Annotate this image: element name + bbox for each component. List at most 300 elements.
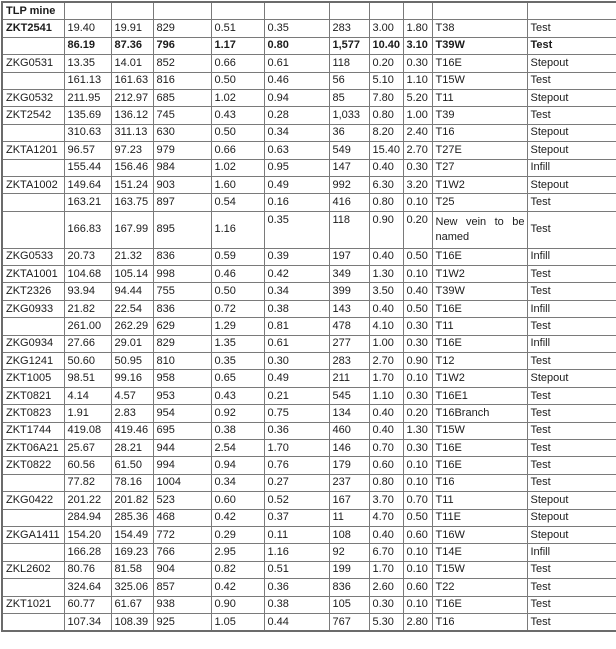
table-cell: 1.30 <box>369 266 403 283</box>
table-cell: 166.28 <box>64 544 111 561</box>
table-cell: Stepout <box>527 176 616 193</box>
table-cell: 3.50 <box>369 283 403 300</box>
table-cell: 0.50 <box>211 72 264 89</box>
table-row <box>2 596 616 613</box>
table-cell: 4.57 <box>111 387 153 404</box>
table-cell: Test <box>527 266 616 283</box>
table-cell: T16E <box>432 439 527 456</box>
table-cell: 0.35 <box>264 211 329 248</box>
empty-header-cell <box>64 2 111 20</box>
table-cell: 3.00 <box>369 20 403 37</box>
table-cell: T16E <box>432 335 527 352</box>
table-cell: T39W <box>432 283 527 300</box>
table-cell: 0.81 <box>264 318 329 335</box>
table-row <box>2 142 616 159</box>
drillhole-id-cell <box>2 579 64 596</box>
table-cell: 0.30 <box>264 353 329 370</box>
table-row <box>2 613 616 631</box>
table-cell: T1W2 <box>432 266 527 283</box>
table-cell: Test <box>527 422 616 439</box>
empty-header-cell <box>153 2 211 20</box>
table-cell: 0.16 <box>264 194 329 211</box>
table-cell: 0.30 <box>403 159 432 176</box>
table-cell: 478 <box>329 318 369 335</box>
drillhole-id-cell: ZKT06A21 <box>2 439 64 456</box>
table-cell: 0.95 <box>264 159 329 176</box>
table-cell: 629 <box>153 318 211 335</box>
table-cell: 695 <box>153 422 211 439</box>
table-cell: 0.10 <box>403 596 432 613</box>
table-cell: T27 <box>432 159 527 176</box>
table-cell: 944 <box>153 439 211 456</box>
table-cell: 545 <box>329 387 369 404</box>
table-row <box>2 353 616 370</box>
table-cell: 1.80 <box>403 20 432 37</box>
table-cell: 979 <box>153 142 211 159</box>
table-cell: T11 <box>432 492 527 509</box>
table-row <box>2 300 616 317</box>
table-cell: Stepout <box>527 55 616 72</box>
table-cell: 549 <box>329 142 369 159</box>
table-row <box>2 370 616 387</box>
table-cell: 19.91 <box>111 20 153 37</box>
table-cell: 0.40 <box>369 300 403 317</box>
drillhole-id-cell <box>2 159 64 176</box>
table-cell: T11 <box>432 318 527 335</box>
table-cell: 0.42 <box>211 509 264 526</box>
table-cell: Infill <box>527 335 616 352</box>
table-cell: 0.52 <box>264 492 329 509</box>
table-cell: 836 <box>153 300 211 317</box>
table-cell: 5.30 <box>369 613 403 631</box>
drillhole-id-cell <box>2 613 64 631</box>
table-cell: 0.20 <box>403 211 432 248</box>
table-cell: 211.95 <box>64 89 111 106</box>
table-cell: 163.21 <box>64 194 111 211</box>
table-cell: 50.95 <box>111 353 153 370</box>
table-cell: 6.30 <box>369 176 403 193</box>
table-cell: Test <box>527 211 616 248</box>
table-cell: 954 <box>153 405 211 422</box>
table-cell: 3.10 <box>403 37 432 54</box>
table-cell: 0.20 <box>369 55 403 72</box>
table-cell: T16E <box>432 300 527 317</box>
table-row <box>2 89 616 106</box>
table-cell: Test <box>527 72 616 89</box>
table-cell: T16E <box>432 457 527 474</box>
table-cell: 29.01 <box>111 335 153 352</box>
table-cell: 0.50 <box>403 300 432 317</box>
table-cell: Stepout <box>527 142 616 159</box>
table-cell: 154.49 <box>111 526 153 543</box>
table-row <box>2 579 616 596</box>
table-cell: 994 <box>153 457 211 474</box>
table-cell: 310.63 <box>64 124 111 141</box>
table-cell: 151.24 <box>111 176 153 193</box>
drillhole-id-cell <box>2 474 64 491</box>
table-cell: 1.35 <box>211 335 264 352</box>
table-cell: 197 <box>329 248 369 265</box>
table-cell: Test <box>527 457 616 474</box>
table-cell: 3.70 <box>369 492 403 509</box>
table-cell: 0.40 <box>369 422 403 439</box>
table-cell: 829 <box>153 20 211 37</box>
drillhole-id-cell <box>2 72 64 89</box>
table-cell: 284.94 <box>64 509 111 526</box>
table-cell: 2.83 <box>111 405 153 422</box>
table-cell: 77.82 <box>64 474 111 491</box>
table-cell: T16 <box>432 124 527 141</box>
table-cell: T16E <box>432 596 527 613</box>
table-cell: 161.13 <box>64 72 111 89</box>
table-cell: 156.46 <box>111 159 153 176</box>
table-cell: Test <box>527 20 616 37</box>
table-cell: 56 <box>329 72 369 89</box>
table-cell: 60.56 <box>64 457 111 474</box>
table-cell: T25 <box>432 194 527 211</box>
table-cell: 0.49 <box>264 370 329 387</box>
table-cell: 1.29 <box>211 318 264 335</box>
table-cell: Infill <box>527 300 616 317</box>
table-cell: 0.54 <box>211 194 264 211</box>
table-cell: 87.36 <box>111 37 153 54</box>
table-cell: Infill <box>527 159 616 176</box>
table-cell: 992 <box>329 176 369 193</box>
table-cell: 163.75 <box>111 194 153 211</box>
table-cell: 895 <box>153 211 211 248</box>
table-cell: 0.66 <box>211 55 264 72</box>
table-cell: 0.37 <box>264 509 329 526</box>
table-cell: 0.40 <box>369 159 403 176</box>
mine-name-cell: TLP mine <box>2 2 64 20</box>
table-cell: 0.38 <box>264 300 329 317</box>
table-cell: 0.36 <box>264 422 329 439</box>
table-cell: 146 <box>329 439 369 456</box>
table-row <box>2 457 616 474</box>
table-cell: Test <box>527 561 616 578</box>
table-cell: 0.66 <box>211 142 264 159</box>
table-cell: Stepout <box>527 89 616 106</box>
table-cell: 283 <box>329 353 369 370</box>
table-cell: Test <box>527 37 616 54</box>
table-cell: 10.40 <box>369 37 403 54</box>
table-cell: T16E1 <box>432 387 527 404</box>
table-cell: 630 <box>153 124 211 141</box>
table-row <box>2 37 616 54</box>
drillhole-id-cell: ZKTA1001 <box>2 266 64 283</box>
table-cell: 0.10 <box>403 544 432 561</box>
drillhole-id-cell <box>2 318 64 335</box>
table-cell: 0.49 <box>264 176 329 193</box>
table-cell: 169.23 <box>111 544 153 561</box>
drillhole-id-cell: ZKT1744 <box>2 422 64 439</box>
drillhole-id-cell: ZKG0934 <box>2 335 64 352</box>
table-cell: Test <box>527 283 616 300</box>
table-cell: 0.90 <box>403 353 432 370</box>
table-cell: Stepout <box>527 509 616 526</box>
table-cell: 0.51 <box>264 561 329 578</box>
table-cell: T16E <box>432 248 527 265</box>
table-cell: 0.34 <box>264 124 329 141</box>
table-cell: 25.67 <box>64 439 111 456</box>
table-cell: 903 <box>153 176 211 193</box>
table-cell: 984 <box>153 159 211 176</box>
table-cell: 0.20 <box>403 405 432 422</box>
table-cell: 211 <box>329 370 369 387</box>
table-cell: 283 <box>329 20 369 37</box>
table-cell: 201.82 <box>111 492 153 509</box>
table-cell: 147 <box>329 159 369 176</box>
table-cell: 108.39 <box>111 613 153 631</box>
table-cell: 0.29 <box>211 526 264 543</box>
table-cell: 0.50 <box>211 283 264 300</box>
table-cell: 105 <box>329 596 369 613</box>
table-cell: 81.58 <box>111 561 153 578</box>
drillhole-id-cell: ZKT1021 <box>2 596 64 613</box>
table-cell: 0.42 <box>264 266 329 283</box>
table-cell: Test <box>527 579 616 596</box>
table-cell: 0.30 <box>403 335 432 352</box>
table-cell: 155.44 <box>64 159 111 176</box>
table-cell: Test <box>527 194 616 211</box>
table-cell: T1W2 <box>432 370 527 387</box>
table-cell: 1.70 <box>264 439 329 456</box>
table-cell: 166.83 <box>64 211 111 248</box>
table-cell: 3.20 <box>403 176 432 193</box>
table-cell: 0.36 <box>264 579 329 596</box>
table-cell: 105.14 <box>111 266 153 283</box>
table-cell: 0.80 <box>369 107 403 124</box>
table-cell: 237 <box>329 474 369 491</box>
table-row <box>2 509 616 526</box>
table-cell: 93.94 <box>64 283 111 300</box>
table-cell: 0.60 <box>403 526 432 543</box>
table-cell: 0.38 <box>264 596 329 613</box>
table-row <box>2 159 616 176</box>
table-row <box>2 176 616 193</box>
table-cell: 0.30 <box>369 596 403 613</box>
table-row <box>2 544 616 561</box>
table-cell: 11 <box>329 509 369 526</box>
table-cell: T14E <box>432 544 527 561</box>
table-header-row <box>2 2 616 20</box>
table-cell: T16E <box>432 55 527 72</box>
table-cell: 0.40 <box>369 526 403 543</box>
empty-header-cell <box>527 2 616 20</box>
table-row <box>2 283 616 300</box>
table-cell: 0.61 <box>264 335 329 352</box>
table-cell: 2.70 <box>369 353 403 370</box>
table-cell: 0.51 <box>211 20 264 37</box>
table-cell: 0.34 <box>264 283 329 300</box>
empty-header-cell <box>211 2 264 20</box>
table-cell: 796 <box>153 37 211 54</box>
drillhole-id-cell: ZKG0422 <box>2 492 64 509</box>
empty-header-cell <box>369 2 403 20</box>
table-cell: T11E <box>432 509 527 526</box>
table-cell: 0.80 <box>264 37 329 54</box>
table-cell: 0.10 <box>403 266 432 283</box>
table-cell: 179 <box>329 457 369 474</box>
table-cell: 201.22 <box>64 492 111 509</box>
drillhole-id-cell: ZKG0533 <box>2 248 64 265</box>
table-cell: 1.10 <box>369 387 403 404</box>
table-cell: 829 <box>153 335 211 352</box>
table-cell: 0.39 <box>264 248 329 265</box>
table-cell: 1.05 <box>211 613 264 631</box>
table-cell: 1,033 <box>329 107 369 124</box>
table-cell: Stepout <box>527 492 616 509</box>
table-cell: 925 <box>153 613 211 631</box>
drillhole-id-cell: ZKT0822 <box>2 457 64 474</box>
table-cell: 998 <box>153 266 211 283</box>
table-cell: 0.50 <box>403 509 432 526</box>
drill-results-table <box>1 1 616 632</box>
drillhole-id-cell: ZKG0532 <box>2 89 64 106</box>
table-cell: T1W2 <box>432 176 527 193</box>
table-cell: 0.30 <box>403 55 432 72</box>
table-cell: 1.00 <box>369 335 403 352</box>
table-cell: 61.67 <box>111 596 153 613</box>
table-cell: 6.70 <box>369 544 403 561</box>
empty-header-cell <box>432 2 527 20</box>
drillhole-id-cell <box>2 211 64 248</box>
table-cell: Test <box>527 318 616 335</box>
table-cell: 0.63 <box>264 142 329 159</box>
table-cell: 0.34 <box>211 474 264 491</box>
table-row <box>2 194 616 211</box>
table-cell: 19.40 <box>64 20 111 37</box>
table-cell: 1.30 <box>403 422 432 439</box>
table-row <box>2 439 616 456</box>
table-cell: 261.00 <box>64 318 111 335</box>
table-cell: 0.30 <box>403 439 432 456</box>
table-cell: 13.35 <box>64 55 111 72</box>
table-cell: T15W <box>432 72 527 89</box>
table-cell: 2.95 <box>211 544 264 561</box>
table-cell: 143 <box>329 300 369 317</box>
table-cell: 61.50 <box>111 457 153 474</box>
table-cell: 1.16 <box>264 544 329 561</box>
table-cell: Stepout <box>527 124 616 141</box>
table-cell: Stepout <box>527 526 616 543</box>
table-cell: 0.94 <box>211 457 264 474</box>
table-cell: 22.54 <box>111 300 153 317</box>
table-cell: 1.60 <box>211 176 264 193</box>
table-cell: 2.80 <box>403 613 432 631</box>
table-row <box>2 335 616 352</box>
table-cell: 27.66 <box>64 335 111 352</box>
table-cell: 0.40 <box>369 405 403 422</box>
table-cell: T16W <box>432 526 527 543</box>
table-cell: 2.60 <box>369 579 403 596</box>
table-cell: 0.80 <box>369 194 403 211</box>
table-row <box>2 20 616 37</box>
table-cell: T16Branch <box>432 405 527 422</box>
table-row <box>2 561 616 578</box>
table-cell: Test <box>527 596 616 613</box>
table-cell: 104.68 <box>64 266 111 283</box>
table-cell: 745 <box>153 107 211 124</box>
table-cell: 1.10 <box>403 72 432 89</box>
drillhole-id-cell: ZKT2541 <box>2 20 64 37</box>
table-cell: 1.02 <box>211 89 264 106</box>
table-cell: 0.10 <box>403 561 432 578</box>
table-cell: 92 <box>329 544 369 561</box>
table-cell: 98.51 <box>64 370 111 387</box>
table-cell: 4.10 <box>369 318 403 335</box>
drillhole-id-cell: ZKT1005 <box>2 370 64 387</box>
table-cell: 8.20 <box>369 124 403 141</box>
drillhole-id-cell: ZKTA1002 <box>2 176 64 193</box>
table-cell: 766 <box>153 544 211 561</box>
table-cell: 0.90 <box>211 596 264 613</box>
table-cell: 0.70 <box>369 439 403 456</box>
empty-header-cell <box>329 2 369 20</box>
table-cell: 60.77 <box>64 596 111 613</box>
table-cell: 0.40 <box>369 248 403 265</box>
table-cell: 0.46 <box>264 72 329 89</box>
table-cell: 212.97 <box>111 89 153 106</box>
drillhole-id-cell: ZKG1241 <box>2 353 64 370</box>
table-cell: 118 <box>329 55 369 72</box>
table-cell: Test <box>527 405 616 422</box>
table-cell: 80.76 <box>64 561 111 578</box>
table-cell: T15W <box>432 561 527 578</box>
table-cell: 1004 <box>153 474 211 491</box>
table-cell: 523 <box>153 492 211 509</box>
table-cell: Test <box>527 387 616 404</box>
table-row <box>2 72 616 89</box>
table-cell: 0.10 <box>403 457 432 474</box>
table-row <box>2 405 616 422</box>
table-row <box>2 422 616 439</box>
drillhole-id-cell: ZKT0823 <box>2 405 64 422</box>
table-cell: 28.21 <box>111 439 153 456</box>
table-row <box>2 124 616 141</box>
table-cell: 20.73 <box>64 248 111 265</box>
table-cell: 460 <box>329 422 369 439</box>
drillhole-id-cell: ZKG0933 <box>2 300 64 317</box>
table-cell: T12 <box>432 353 527 370</box>
table-row <box>2 248 616 265</box>
table-cell: 0.75 <box>264 405 329 422</box>
table-cell: 0.70 <box>403 492 432 509</box>
drillhole-id-cell <box>2 544 64 561</box>
table-cell: 0.30 <box>403 387 432 404</box>
drillhole-id-cell: ZKT0821 <box>2 387 64 404</box>
empty-header-cell <box>403 2 432 20</box>
table-cell: 836 <box>329 579 369 596</box>
table-cell: 938 <box>153 596 211 613</box>
table-cell: 419.46 <box>111 422 153 439</box>
table-cell: 0.65 <box>211 370 264 387</box>
table-cell: 1.00 <box>403 107 432 124</box>
table-cell: T38 <box>432 20 527 37</box>
table-cell: 0.35 <box>264 20 329 37</box>
table-cell: 199 <box>329 561 369 578</box>
table-cell: 0.35 <box>211 353 264 370</box>
table-cell: 0.28 <box>264 107 329 124</box>
table-cell: 14.01 <box>111 55 153 72</box>
table-row <box>2 211 616 248</box>
drillhole-id-cell: ZKGA1411 <box>2 526 64 543</box>
table-cell: 21.32 <box>111 248 153 265</box>
table-cell: 4.14 <box>64 387 111 404</box>
table-cell: 167.99 <box>111 211 153 248</box>
drillhole-id-cell <box>2 124 64 141</box>
table-cell: 953 <box>153 387 211 404</box>
